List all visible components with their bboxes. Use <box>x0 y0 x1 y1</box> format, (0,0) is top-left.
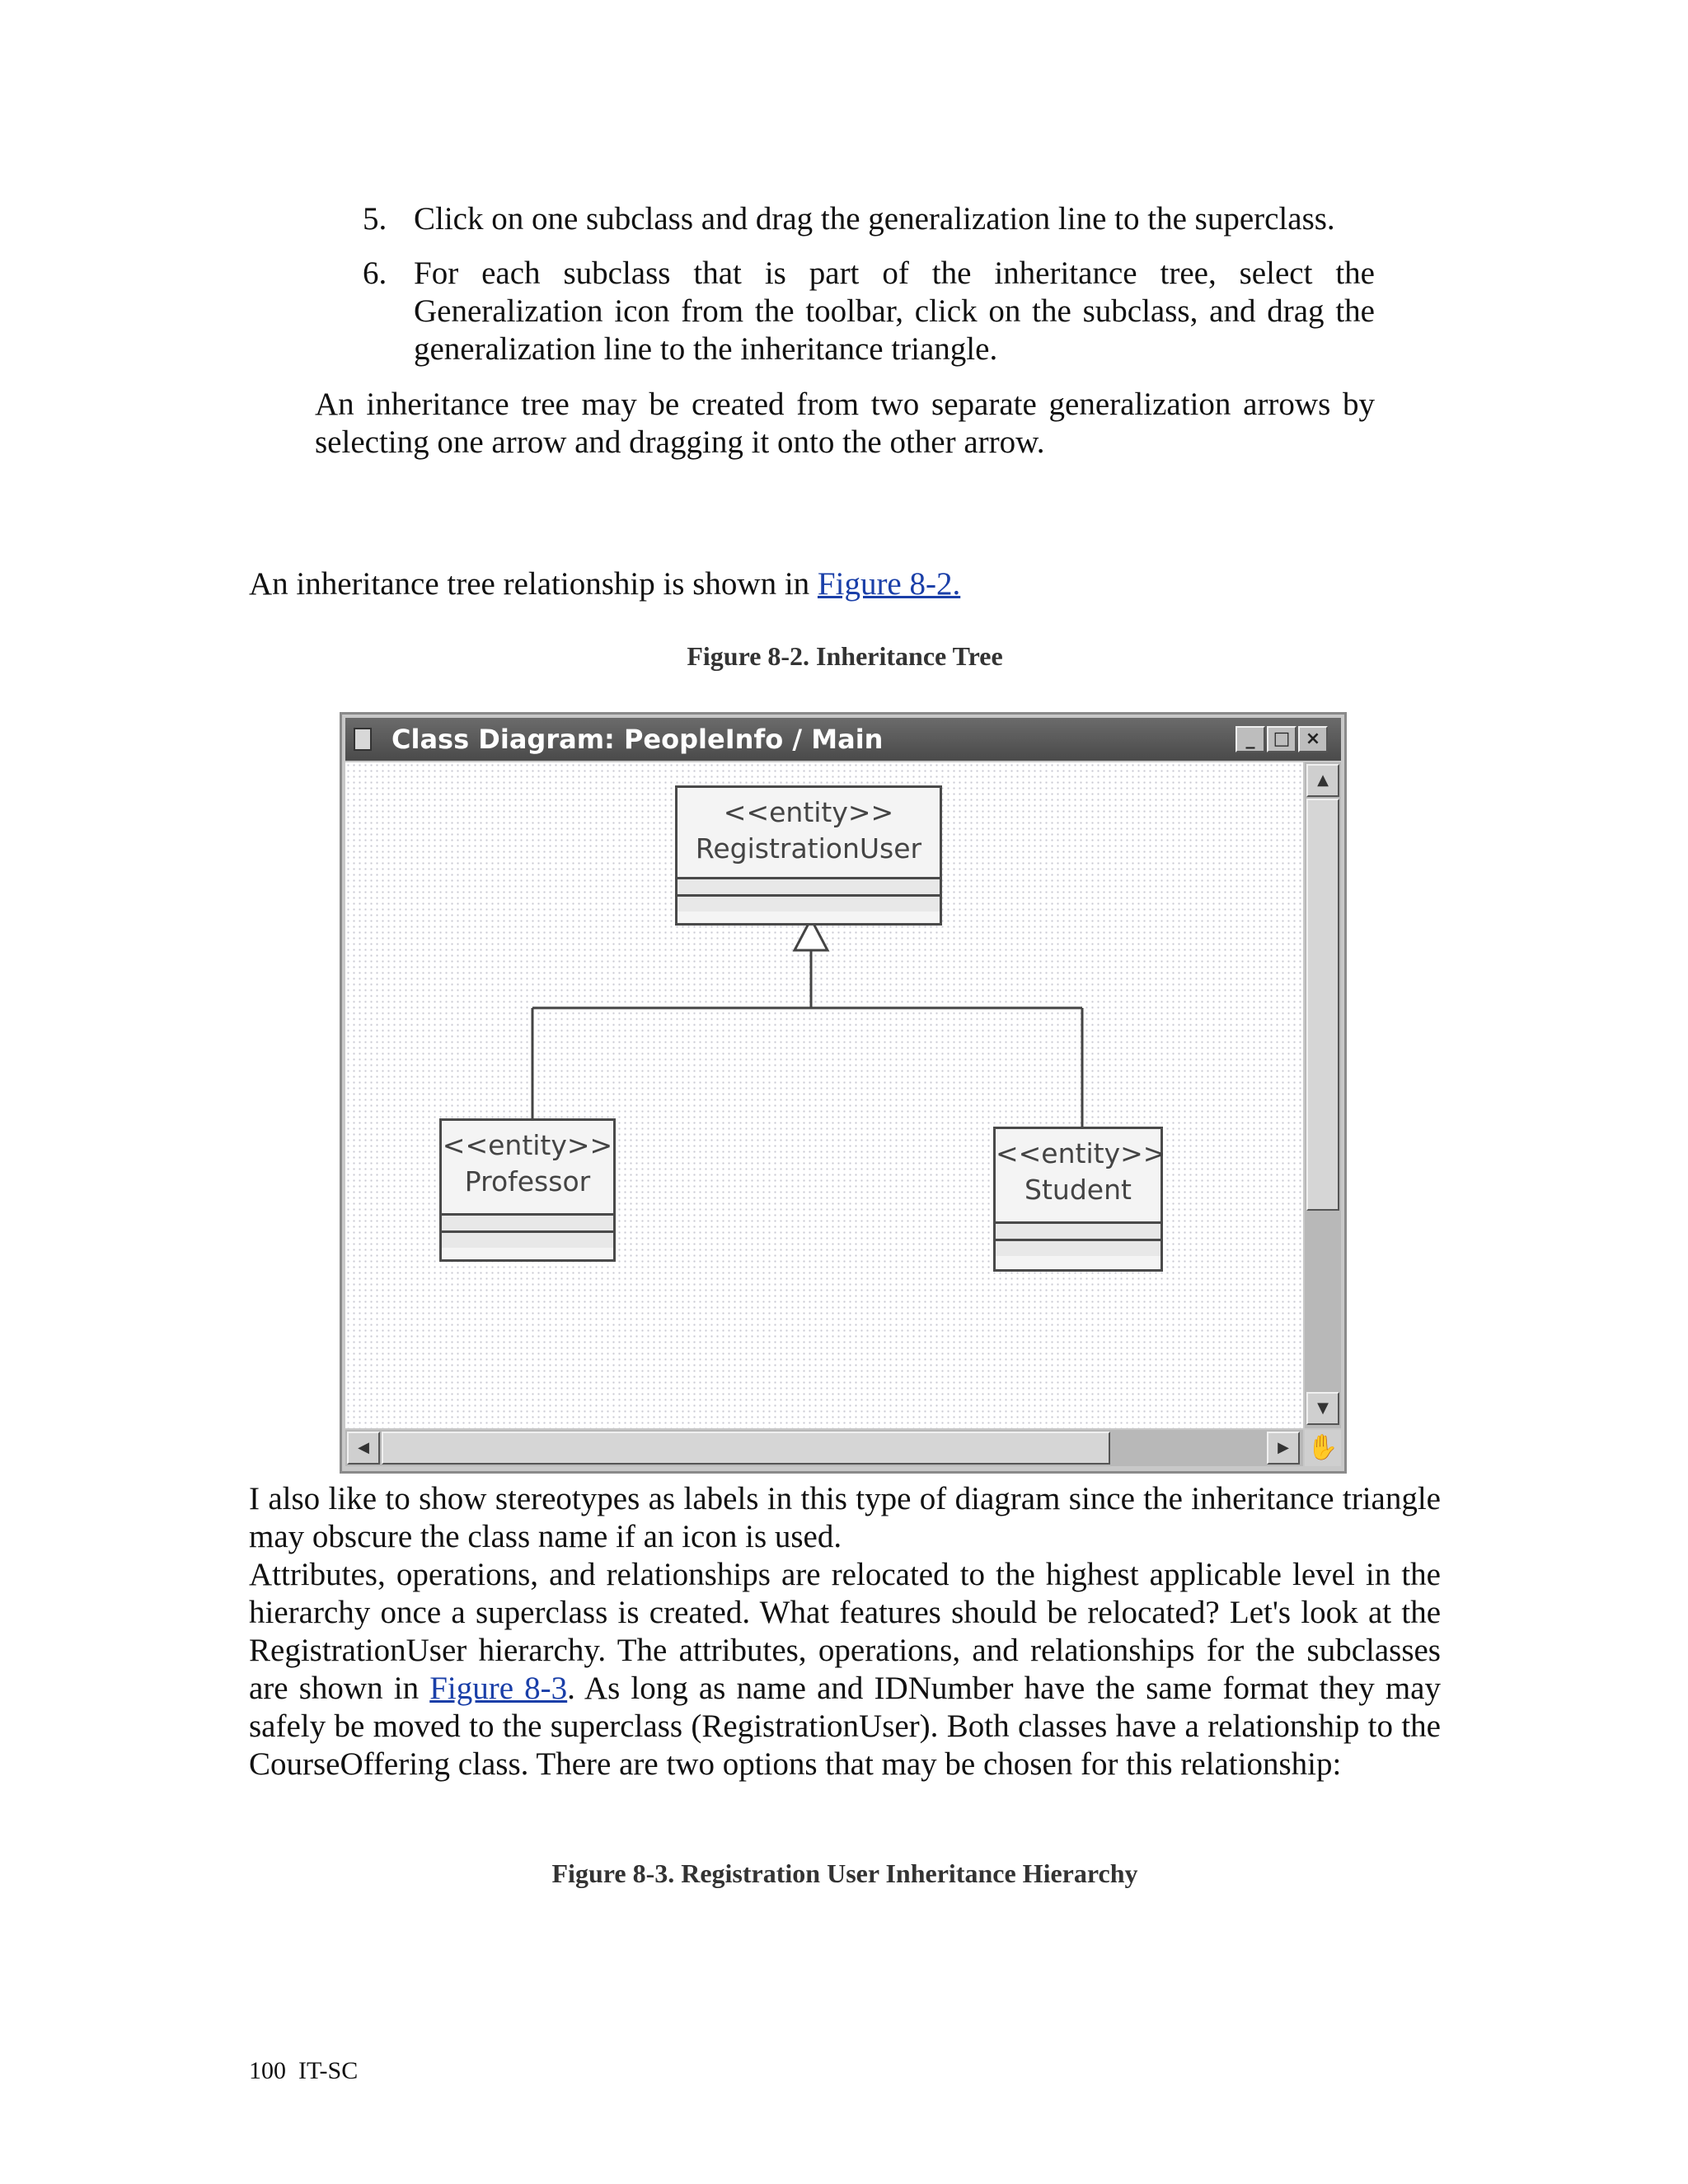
operations-compartment <box>442 1230 613 1248</box>
step-item <box>363 200 1375 238</box>
scroll-down-icon[interactable]: ▼ <box>1306 1392 1339 1425</box>
scroll-left-icon[interactable]: ◀ <box>347 1432 380 1465</box>
vertical-scroll-thumb[interactable] <box>1306 799 1339 1211</box>
window-system-icon[interactable] <box>354 728 372 751</box>
relocation-text-1: Attributes, operations, and relationships are relocated to the highest applicable level in the hierarchy once a superclass is created. What features should be relocated? Let's look at the RegistrationUser hierarchy. The attributes, operations, and relationships for the subclasses are shown in <box>249 1557 1441 1706</box>
step-text: Click on one subclass and drag the generalization line to the superclass. <box>414 201 1335 237</box>
horizontal-scrollbar[interactable] <box>345 1430 1303 1466</box>
class-stereotype: <<entity>> <box>442 1129 613 1161</box>
operations-compartment <box>678 894 940 912</box>
pan-hand-icon[interactable]: ✋ <box>1305 1430 1341 1466</box>
class-stereotype: <<entity>> <box>723 796 894 828</box>
window-title: Class Diagram: PeopleInfo / Main <box>392 724 884 755</box>
figure-8-3-link[interactable]: Figure 8-3 <box>429 1671 568 1706</box>
attributes-compartment <box>996 1221 1160 1239</box>
step-number: 6. <box>363 255 387 291</box>
operations-compartment <box>996 1239 1160 1256</box>
minimize-icon[interactable]: _ <box>1236 726 1265 752</box>
note-paragraph: An inheritance tree may be created from two separate generalization arrows by selecting one arrow and dragging it onto the other arrow. <box>315 387 1375 460</box>
class-student[interactable] <box>993 1127 1166 1272</box>
step-number: 5. <box>363 201 387 237</box>
class-name: Student <box>1025 1174 1132 1206</box>
window-titlebar <box>345 718 1341 761</box>
scroll-up-icon[interactable]: ▲ <box>1306 764 1339 797</box>
attributes-compartment <box>442 1213 613 1230</box>
diagram-canvas[interactable] <box>345 762 1303 1428</box>
intro-paragraph <box>249 565 1444 603</box>
attributes-compartment <box>678 877 940 894</box>
relocation-paragraph <box>249 1556 1441 1783</box>
class-name: RegistrationUser <box>695 832 922 865</box>
step-text: For each subclass that is part of the inheritance tree, select the Generalization icon from the toolbar, click on the subclass, and drag the generalization line to the inheritance triangle. <box>414 255 1375 367</box>
class-stereotype: <<entity>> <box>996 1137 1166 1169</box>
figure-8-3-caption: Figure 8-3. Registration User Inheritance Hierarchy <box>551 1858 1138 1888</box>
figure-8-2-link[interactable]: Figure 8-2. <box>817 566 961 602</box>
step-item <box>363 255 1375 368</box>
page-footer: 100 IT-SC <box>249 2057 359 2084</box>
relocation-text-2: . As long as name and IDNumber have the same format they may safely be moved to the superclass (RegistrationUser). Both classes have a relationship to the CourseOffering class. There are two options that may be chosen for this relationship: <box>249 1671 1441 1782</box>
horizontal-scroll-thumb[interactable] <box>382 1432 1110 1465</box>
steps-list <box>363 200 1375 385</box>
figure-8-2-caption: Figure 8-2. Inheritance Tree <box>687 641 1003 671</box>
maximize-icon[interactable]: □ <box>1267 726 1296 752</box>
class-registrationuser[interactable] <box>675 785 942 926</box>
close-icon[interactable]: × <box>1298 726 1328 752</box>
class-professor[interactable] <box>439 1118 616 1262</box>
scroll-right-icon[interactable]: ▶ <box>1267 1432 1300 1465</box>
class-diagram-window <box>340 712 1347 1474</box>
intro-text: An inheritance tree relationship is shown in <box>249 566 818 602</box>
vertical-scrollbar[interactable] <box>1305 762 1341 1428</box>
class-name: Professor <box>464 1165 591 1197</box>
stereotype-paragraph: I also like to show stereotypes as labels in this type of diagram since the inheritance triangle may obscure the class name if an icon is used. <box>249 1481 1441 1554</box>
